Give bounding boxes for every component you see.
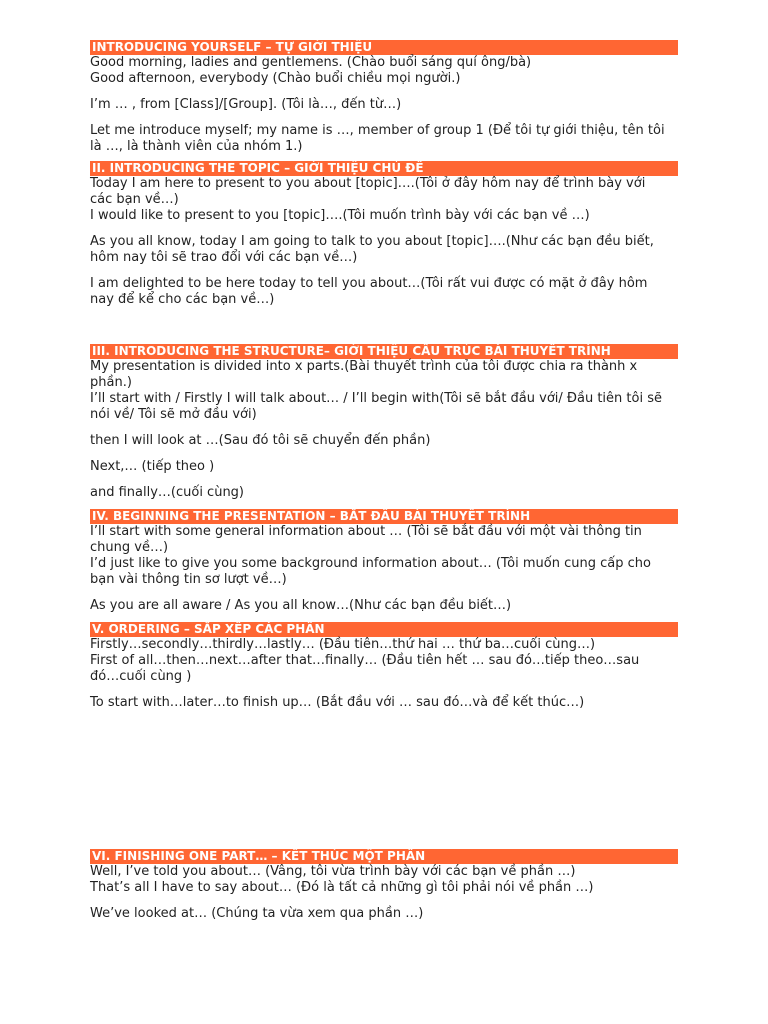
text-line: I’m … , from [Class]/[Group]. (Tôi là…, đến từ…) [90, 97, 402, 112]
text-line: We’ve looked at… (Chúng ta vừa xem qua phần …) [90, 906, 424, 921]
document-page [90, 40, 678, 922]
text-line: I’ll start with some general information about … (Tôi sẽ bắt đầu với một vài thông tin [90, 524, 642, 539]
text-line: Good afternoon, everybody (Chào buổi chiều mọi người.) [90, 71, 461, 86]
text-line: nói về/ Tôi sẽ mở đầu với) [90, 407, 257, 422]
text-line: Well, I’ve told you about… (Vâng, tôi vừa trình bày với các bạn về phần …) [90, 864, 576, 879]
text-line: As you all know, today I am going to talk to you about [topic]….(Như các bạn đều biết, [90, 234, 654, 249]
text-line: and finally…(cuối cùng) [90, 485, 245, 500]
text-line: That’s all I have to say about… (Đó là tất cả những gì tôi phải nói về phần …) [90, 880, 594, 895]
text-line: Next,… (tiếp theo ) [90, 459, 215, 474]
text-line: hôm nay tôi sẽ trao đổi với các bạn về…) [90, 250, 358, 265]
text-line: chung về…) [90, 540, 169, 555]
text-line: As you are all aware / As you all know…(Như các bạn đều biết…) [90, 598, 512, 613]
text-line: Firstly…secondly…thirdly…lastly… (Đầu tiên…thứ hai … thứ ba…cuối cùng…) [90, 637, 596, 652]
section-heading-finishing-one-part: VI. FINISHING ONE PART… – KẾT THÚC MỘT PHẦN [90, 849, 678, 864]
text-line: Today I am here to present to you about [topic]….(Tôi ở đây hôm nay để trình bày với [90, 176, 646, 191]
text-line: Let me introduce myself; my name is …, member of group 1 (Để tôi tự giới thiệu, tên tôi [90, 123, 665, 138]
text-line: My presentation is divided into x parts.(Bài thuyết trình của tôi được chia ra thành x [90, 359, 638, 374]
text-line: First of all…then…next…after that…finally… (Đầu tiên hết … sau đó…tiếp theo…sau [90, 653, 640, 668]
text-line: bạn vài thông tin sơ lượt về…) [90, 572, 287, 587]
text-line: nay để kể cho các bạn về…) [90, 292, 275, 307]
text-line: Good morning, ladies and gentlemens. (Chào buổi sáng quí ông/bà) [90, 55, 532, 70]
text-line: I’ll start with / Firstly I will talk about… / I’ll begin with(Tôi sẽ bắt đầu với/ Đầu tiên tôi sẽ [90, 391, 662, 406]
section-heading-introducing-topic: II. INTRODUCING THE TOPIC – GIỚI THIỆU CHỦ ĐỀ [90, 161, 678, 176]
text-line: To start with…later…to finish up… (Bắt đầu với … sau đó…và để kết thúc…) [90, 695, 585, 710]
text-line: các bạn về…) [90, 192, 179, 207]
section-heading-beginning-presentation: IV. BEGINNING THE PRESENTATION – BẮT ĐẦU BÀI THUYẾT TRÌNH [90, 509, 678, 524]
text-line: I would like to present to you [topic]….(Tôi muốn trình bày với các bạn về …) [90, 208, 590, 223]
section-heading-introducing-yourself: INTRODUCING YOURSELF – TỰ GIỚI THIỆU [90, 40, 678, 55]
text-line: phần.) [90, 375, 132, 390]
section-heading-introducing-structure: III. INTRODUCING THE STRUCTURE– GIỚI THIỆU CẤU TRÚC BÀI THUYẾT TRÌNH [90, 344, 678, 359]
text-line: I’d just like to give you some background information about… (Tôi muốn cung cấp cho [90, 556, 651, 571]
text-line: I am delighted to be here today to tell you about…(Tôi rất vui được có mặt ở đây hôm [90, 276, 648, 291]
text-line: then I will look at …(Sau đó tôi sẽ chuyển đến phần) [90, 433, 431, 448]
text-line: đó…cuối cùng ) [90, 669, 192, 684]
text-line: là …, là thành viên của nhóm 1.) [90, 139, 303, 154]
section-heading-ordering: V. ORDERING – SẮP XẾP CÁC PHẦN [90, 622, 678, 637]
